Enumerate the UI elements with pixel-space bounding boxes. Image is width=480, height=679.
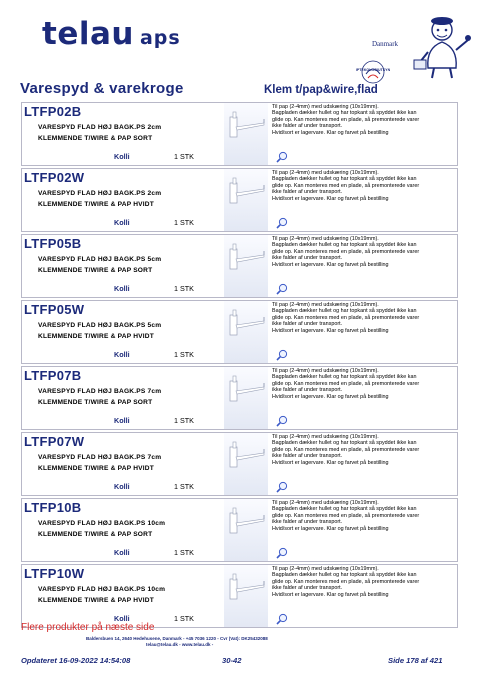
product-item (21, 432, 458, 496)
product-hook-image[interactable] (224, 367, 268, 429)
description-line: Bagpladen dækker hullet og har topkant så spyddet ikke kan (272, 242, 417, 249)
product-hook-image[interactable] (224, 433, 268, 495)
mascot-image (412, 12, 474, 80)
company-address: Baldersbuen 14, 2640 Hedehusene, Danmark - +45 7036 1220 - Cvr (Vat): DK25432088 (86, 636, 268, 641)
kolli-quantity: 1 STK (174, 614, 194, 623)
more-products-link[interactable]: Flere produkter på næste side (21, 622, 155, 633)
kolli-label: Kolli (114, 218, 130, 227)
description-line: Bagpladen dækker hullet og har topkant så spyddet ikke kan (272, 374, 417, 381)
product-name: VARESPYD FLAD HØJ BAGK.PS 10cm (38, 586, 166, 593)
product-sku[interactable]: LTFP02W (24, 170, 85, 185)
description-line: glide op. Kan monteres med en plade, så premonterede varer (272, 182, 420, 189)
page-number: Side 178 af 421 (388, 656, 443, 665)
product-name: VARESPYD FLAD HØJ BAGK.PS 2cm (38, 190, 162, 197)
product-item (21, 366, 458, 430)
product-variant: KLEMMENDE T/WIRE & PAP SORT (38, 267, 153, 274)
description-line: glide op. Kan monteres med en plade, så premonterede varer (272, 380, 420, 387)
kolli-label: Kolli (114, 482, 130, 491)
kolli-quantity: 1 STK (174, 548, 194, 557)
description-line: Hvid/sort er lagervare. Klar og farvet på bestilling (272, 261, 389, 268)
description-line: Til pap (2-4mm) med udskæring (10x19mm). (272, 302, 379, 308)
product-name: VARESPYD FLAD HØJ BAGK.PS 5cm (38, 322, 162, 329)
product-description (272, 170, 458, 202)
description-line: glide op. Kan monteres med en plade, så premonterede varer (272, 578, 420, 585)
product-variant: KLEMMENDE T/WIRE & PAP SORT (38, 531, 153, 538)
product-description (272, 368, 458, 400)
kolli-label: Kolli (114, 284, 130, 293)
product-sku[interactable]: LTFP05B (24, 236, 82, 251)
product-item (21, 564, 458, 628)
product-sku[interactable]: LTFP07W (24, 434, 85, 449)
product-item (21, 102, 458, 166)
page-range: 30-42 (222, 656, 242, 665)
product-name: VARESPYD FLAD HØJ BAGK.PS 7cm (38, 454, 162, 461)
product-name: VARESPYD FLAD HØJ BAGK.PS 2cm (38, 124, 162, 131)
product-variant: KLEMMENDE T/WIRE & PAP SORT (38, 399, 153, 406)
zoom-icon[interactable] (276, 216, 288, 228)
description-line: Bagpladen dækker hullet og har topkant så spyddet ikke kan (272, 440, 417, 447)
product-hook-image[interactable] (224, 499, 268, 561)
product-sku[interactable]: LTFP07B (24, 368, 82, 383)
product-variant: KLEMMENDE T/WIRE & PAP HVIDT (38, 597, 154, 604)
description-line: ikke falder af under transport. (272, 453, 343, 460)
zoom-icon[interactable] (276, 282, 288, 294)
product-list (21, 102, 458, 630)
description-line: Til pap (2-4mm) med udskæring (10x19mm). (272, 566, 379, 572)
description-line: Til pap (2-4mm) med udskæring (10x19mm). (272, 434, 379, 440)
description-line: ikke falder af under transport. (272, 387, 343, 394)
kolli-label: Kolli (114, 548, 130, 557)
kolli-label: Kolli (114, 614, 130, 623)
zoom-icon[interactable] (276, 612, 288, 624)
updated-timestamp: Opdateret 16-09-2022 14:54:08 (21, 656, 131, 665)
page-subtitle: Klem t/pap&wire,flad (264, 84, 378, 96)
zoom-icon[interactable] (276, 414, 288, 426)
kolli-label: Kolli (114, 152, 130, 161)
description-line: Bagpladen dækker hullet og har topkant så spyddet ikke kan (272, 110, 417, 117)
kolli-quantity: 1 STK (174, 152, 194, 161)
product-variant: KLEMMENDE T/WIRE & PAP HVIDT (38, 333, 154, 340)
badge-text: IPTEKOLOGIUTSYN (355, 68, 391, 72)
kolli-label: Kolli (114, 350, 130, 359)
zoom-icon[interactable] (276, 546, 288, 558)
description-line: Hvid/sort er lagervare. Klar og farvet på bestilling (272, 591, 389, 598)
company-contact[interactable]: telau@telau.dk - www.telau.dk - (146, 642, 214, 647)
description-line: glide op. Kan monteres med en plade, så premonterede varer (272, 248, 420, 255)
description-line: Hvid/sort er lagervare. Klar og farvet på bestilling (272, 525, 389, 532)
product-description (272, 302, 458, 334)
kolli-quantity: 1 STK (174, 482, 194, 491)
product-hook-image[interactable] (224, 103, 268, 165)
zoom-icon[interactable] (276, 348, 288, 360)
product-name: VARESPYD FLAD HØJ BAGK.PS 10cm (38, 520, 166, 527)
description-line: Bagpladen dækker hullet og har topkant så spyddet ikke kan (272, 176, 417, 183)
product-variant: KLEMMENDE T/WIRE & PAP SORT (38, 135, 153, 142)
description-line: Til pap (2-4mm) med udskæring (10x19mm). (272, 170, 379, 176)
description-line: ikke falder af under transport. (272, 123, 343, 130)
description-line: glide op. Kan monteres med en plade, så premonterede varer (272, 512, 420, 519)
product-hook-image[interactable] (224, 169, 268, 231)
description-line: Til pap (2-4mm) med udskæring (10x19mm). (272, 500, 379, 506)
product-name: VARESPYD FLAD HØJ BAGK.PS 5cm (38, 256, 162, 263)
brand-logo: telau aps (42, 16, 181, 52)
description-line: ikke falder af under transport. (272, 519, 343, 526)
kolli-label: Kolli (114, 416, 130, 425)
product-description (272, 566, 458, 598)
product-hook-image[interactable] (224, 565, 268, 627)
brand-suffix: aps (139, 27, 181, 49)
description-line: Bagpladen dækker hullet og har topkant så spyddet ikke kan (272, 572, 417, 579)
description-line: ikke falder af under transport. (272, 255, 343, 262)
description-line: ikke falder af under transport. (272, 585, 343, 592)
page-title: Varespyd & varekroge (20, 80, 184, 97)
description-line: Hvid/sort er lagervare. Klar og farvet på bestilling (272, 195, 389, 202)
product-description (272, 104, 458, 136)
product-variant: KLEMMENDE T/WIRE & PAP HVIDT (38, 201, 154, 208)
product-sku[interactable]: LTFP05W (24, 302, 85, 317)
description-line: Hvid/sort er lagervare. Klar og farvet på bestilling (272, 129, 389, 136)
kolli-quantity: 1 STK (174, 416, 194, 425)
product-description (272, 500, 458, 532)
product-sku[interactable]: LTFP02B (24, 104, 82, 119)
product-variant: KLEMMENDE T/WIRE & PAP HVIDT (38, 465, 154, 472)
product-sku[interactable]: LTFP10W (24, 566, 85, 581)
description-line: ikke falder af under transport. (272, 189, 343, 196)
country-label: Danmark (372, 40, 399, 48)
description-line: glide op. Kan monteres med en plade, så premonterede varer (272, 116, 420, 123)
description-line: glide op. Kan monteres med en plade, så premonterede varer (272, 314, 420, 321)
description-line: Bagpladen dækker hullet og har topkant så spyddet ikke kan (272, 506, 417, 513)
product-description (272, 236, 458, 268)
product-item (21, 300, 458, 364)
product-description (272, 434, 458, 466)
product-item (21, 234, 458, 298)
description-line: ikke falder af under transport. (272, 321, 343, 328)
description-line: Til pap (2-4mm) med udskæring (10x19mm). (272, 368, 379, 374)
description-line: Til pap (2-4mm) med udskæring (10x19mm). (272, 104, 379, 110)
product-hook-image[interactable] (224, 301, 268, 363)
product-hook-image[interactable] (224, 235, 268, 297)
kolli-quantity: 1 STK (174, 218, 194, 227)
description-line: Bagpladen dækker hullet og har topkant så spyddet ikke kan (272, 308, 417, 315)
product-item (21, 498, 458, 562)
kolli-quantity: 1 STK (174, 350, 194, 359)
product-sku[interactable]: LTFP10B (24, 500, 82, 515)
description-line: Til pap (2-4mm) med udskæring (10x19mm). (272, 236, 379, 242)
description-line: Hvid/sort er lagervare. Klar og farvet på bestilling (272, 459, 389, 466)
kolli-quantity: 1 STK (174, 284, 194, 293)
zoom-icon[interactable] (276, 480, 288, 492)
product-name: VARESPYD FLAD HØJ BAGK.PS 7cm (38, 388, 162, 395)
description-line: Hvid/sort er lagervare. Klar og farvet på bestilling (272, 393, 389, 400)
description-line: glide op. Kan monteres med en plade, så premonterede varer (272, 446, 420, 453)
description-line: Hvid/sort er lagervare. Klar og farvet på bestilling (272, 327, 389, 334)
zoom-icon[interactable] (276, 150, 288, 162)
product-item (21, 168, 458, 232)
